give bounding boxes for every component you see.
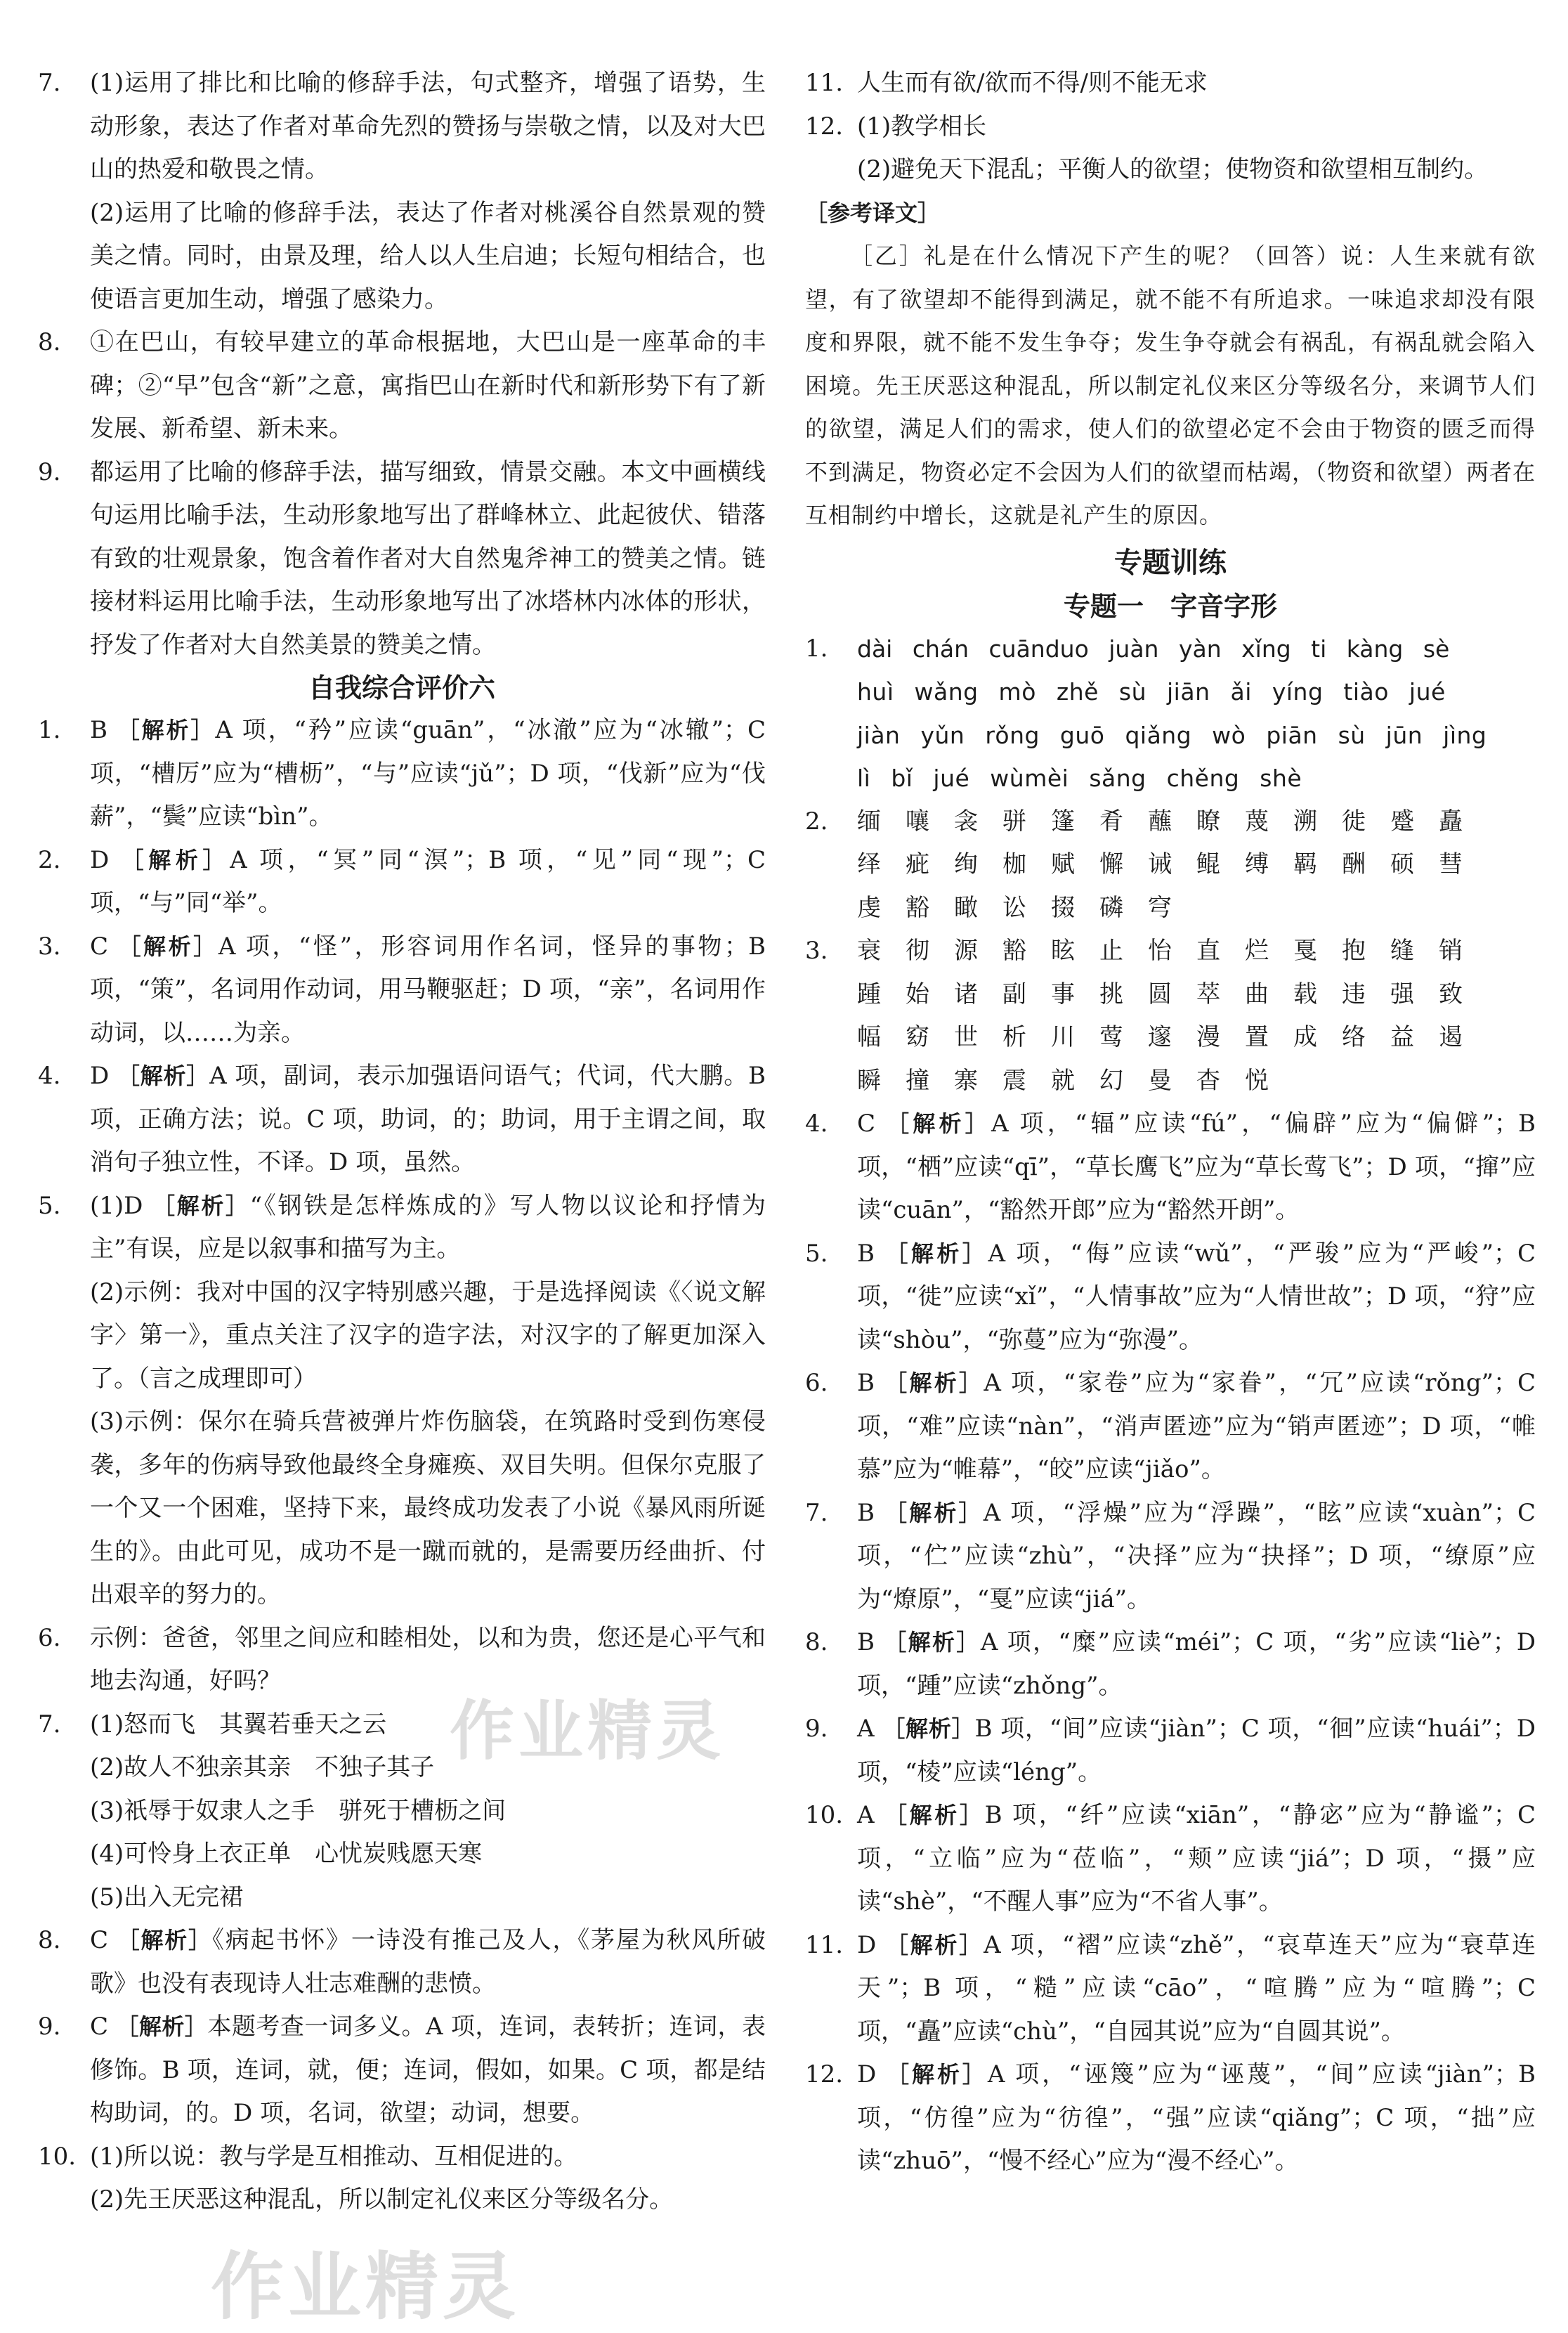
item-number: 2. — [805, 807, 828, 836]
character-cell: 篷 — [1051, 807, 1075, 836]
character-cell: 杳 — [1196, 1066, 1220, 1095]
character-cell: 枷 — [1002, 850, 1026, 878]
item-number: 7. — [38, 69, 61, 97]
character-row — [805, 973, 1536, 1017]
answer-choice: C — [857, 1110, 887, 1138]
analysis-tag: ［解析］ — [884, 1499, 984, 1526]
answer-body: B 项，“间”应读“jiàn”；C 项，“徊”应读“huái”；D 项，“棱”应读“léng”。 — [857, 1715, 1536, 1786]
character-cell: 缚 — [1245, 850, 1269, 878]
character-row — [805, 1060, 1536, 1103]
translation-text: ［乙］礼是在什么情况下产生的呢？（回答）说：人生来就有欲望，有了欲望却不能得到满足，就不能不有所追求。一味追求却没有限度和界限，就不能不发生争夺；发生争夺就会有祸乱，有祸乱就会陷入困境。先王厌恶这种混乱，所以制定礼仪来区分等级名分，来调节人们的欲望，满足人们的需求，使人们的欲望必定不会由于物资的匮乏而得不到满足，物资必定不会因为人们的欲望而枯竭，（物资和欲望）两者在互相制约中增长，这就是礼产生的原因。 — [805, 242, 1536, 528]
answer-body: 本题考查一词多义。A 项，连词，表转折；连词，表修饰。B 项，连词，就，便；连词，假如，如果。C 项，都是结构助词，的。D 项，名词，欲望；动词，想要。 — [90, 2013, 766, 2127]
answer-choice: (1)D — [90, 1191, 152, 1220]
answer-text — [90, 709, 766, 839]
answer-text — [90, 925, 766, 1055]
answer-line — [38, 1055, 766, 1185]
character-cell: 络 — [1342, 1023, 1366, 1051]
character-cell: 抱 — [1342, 937, 1366, 965]
character-cell: 邃 — [1148, 1023, 1172, 1051]
answer-item — [38, 1919, 766, 2006]
answer-text — [857, 2053, 1536, 2183]
character-cell: 穹 — [1148, 893, 1172, 922]
answer-body: (1)运用了排比和比喻的修辞手法，句式整齐，增强了语势，生动形象，表达了作者对革命先烈的赞扬与崇敬之情，以及对大巴山的热爱和敬畏之情。 — [90, 69, 766, 183]
character-row — [805, 930, 1536, 973]
answer-text — [857, 1362, 1536, 1492]
analysis-tag: ［解析］ — [882, 1715, 975, 1742]
character-cell: 怡 — [1148, 937, 1172, 965]
answer-body: A 项，副词，表示加强语问语气；代词，代大鹏。B 项，正确方法；说。C 项，助词，的；助词，用于主谓之间，取消句子独立性，不译。D 项，虽然。 — [90, 1062, 766, 1176]
character-cells — [857, 973, 1487, 1017]
item-number: 6. — [805, 1369, 828, 1397]
answer-line — [38, 925, 766, 1055]
character-cell: 衾 — [954, 807, 978, 836]
answer-line — [805, 1362, 1536, 1492]
answer-item — [38, 925, 766, 1055]
answer-item — [38, 321, 766, 451]
answer-text — [90, 451, 766, 668]
pinyin-row: lì bǐ jué wùmèi sǎng chěng shè — [857, 765, 1302, 792]
answer-line — [805, 1233, 1536, 1363]
item-number: 11. — [805, 1930, 844, 1959]
answer-body: 示例：爸爸，邻里之间应和睦相处，以和为贵，您还是心平气和地去沟通，好吗？ — [90, 1623, 766, 1695]
character-cell: 副 — [1002, 980, 1026, 1008]
answer-item — [805, 1621, 1536, 1708]
character-cell: 违 — [1342, 980, 1366, 1008]
answer-body: A 项，“辐”应读“fú”，“偏辟”应为“偏僻”；B 项，“栖”应读“qī”，“草长鹰飞”应为“草长莺飞”；D 项，“撺”应读“cuān”，“豁然开郎”应为“豁然开朗”。 — [857, 1110, 1536, 1224]
answer-line — [805, 1924, 1536, 2054]
character-cell: 致 — [1439, 980, 1463, 1008]
answer-body: A 项，“糜”应读“méi”；C 项，“劣”应读“liè”；D 项，“踵”应读“zhǒng”。 — [857, 1628, 1536, 1700]
analysis-tag: ［解析］ — [884, 1370, 984, 1396]
character-cell: 讼 — [1002, 893, 1026, 922]
character-cell: 幅 — [857, 1023, 881, 1051]
character-cell: 矗 — [1439, 807, 1463, 836]
analysis-tag: ［解析］ — [116, 2013, 208, 2040]
character-cell: 烂 — [1245, 937, 1269, 965]
character-cell: 就 — [1051, 1066, 1075, 1095]
answer-item — [805, 105, 1536, 192]
analysis-tag: ［解析］ — [121, 846, 230, 873]
character-cell: 始 — [906, 980, 929, 1008]
answer-item — [38, 451, 766, 668]
answer-choice: D — [857, 2060, 887, 2088]
character-cell: 萃 — [1196, 980, 1220, 1008]
answer-line — [38, 62, 766, 192]
right-column — [805, 62, 1536, 2183]
answer-text — [857, 62, 1536, 105]
item-number: 3. — [38, 932, 61, 961]
answer-text — [90, 1919, 766, 2006]
answer-choice: D — [857, 1930, 886, 1959]
character-row — [805, 1016, 1536, 1060]
answer-body: A 项，“矜”应读“guān”，“冰澈”应为“冰辙”；C 项，“槽厉”应为“槽枥”，“与”应读“jǔ”；D 项，“伐新”应为“伐薪”，“鬓”应读“bìn”。 — [90, 716, 766, 831]
answer-text — [90, 1617, 766, 1703]
analysis-tag: ［解析］ — [885, 1240, 988, 1267]
answer-body: B 项，“纤”应读“xiān”，“静宓”应为“静谧”；C 项，“立临”应为“莅临”，“颊”应读“jiá”；D 项，“摄”应读“shè”，“不醒人事”应为“不省人事”。 — [857, 1801, 1536, 1916]
item-number: 10. — [805, 1801, 844, 1829]
answer-item — [805, 62, 1536, 105]
answer-body: (1)所以说：教与学是互相推动、互相促进的。 — [90, 2142, 578, 2171]
answer-line — [38, 451, 766, 668]
character-cell: 诫 — [1148, 850, 1172, 878]
item-number: 8. — [38, 328, 61, 356]
character-cell: 圆 — [1148, 980, 1172, 1008]
character-cell: 眩 — [1051, 937, 1075, 965]
character-cell: 衰 — [857, 937, 881, 965]
pinyin-row — [805, 628, 1536, 671]
character-cell: 徙 — [1342, 807, 1366, 836]
answer-body: ①在巴山，有较早建立的革命根据地，大巴山是一座革命的丰碑；②“早”包含“新”之意，寓指巴山在新时代和新形势下有了新发展、新希望、新未来。 — [90, 328, 766, 443]
character-cell: 磷 — [1099, 893, 1123, 922]
character-cell: 析 — [1002, 1023, 1026, 1051]
character-cell: 置 — [1245, 1023, 1269, 1051]
answer-text — [90, 839, 766, 925]
character-cell: 销 — [1439, 937, 1463, 965]
answer-item — [38, 2006, 766, 2136]
answer-body: “《钢铁是怎样炼成的》写人物以议论和抒情为主”有误，应是以叙事和描写为主。 — [90, 1191, 766, 1263]
character-cell: 硕 — [1390, 850, 1414, 878]
answer-subpara: (4)可怜身上衣正单 心忧炭贱愿天寒 — [90, 1840, 483, 1868]
answer-body: (1)怒而飞 其翼若垂天之云 — [90, 1710, 387, 1739]
character-cell: 缅 — [857, 807, 881, 836]
character-cell: 虔 — [857, 893, 881, 922]
answer-item — [38, 62, 766, 321]
answer-item — [805, 1794, 1536, 1924]
answer-choice: B — [90, 716, 117, 744]
answer-line — [805, 62, 1536, 105]
character-cell: 事 — [1051, 980, 1075, 1008]
character-cell: 曼 — [1148, 1066, 1172, 1095]
character-row — [805, 843, 1536, 887]
answer-line — [38, 1703, 766, 1747]
answer-choice: A — [857, 1715, 883, 1743]
answer-body: A 项，“怪”，形容词用作名词，怪异的事物；B 项，“策”，名词用作动词，用马鞭驱赶；D 项，“亲”，名词用作动词，以……为亲。 — [90, 932, 766, 1047]
character-cell: 豁 — [906, 893, 929, 922]
answer-line — [805, 1621, 1536, 1708]
answer-body: A 项，“浮燥”应为“浮躁”，“眩”应读“xuàn”；C 项，“伫”应读“zhù”，“决择”应为“抉择”；D 项，“缭原”应为“燎原”，“戛”应读“jiá”。 — [857, 1498, 1536, 1613]
item-number: 8. — [805, 1628, 828, 1656]
item-number: 9. — [805, 1715, 828, 1743]
answer-choice: A — [857, 1801, 885, 1829]
answer-line — [38, 1919, 766, 2006]
answer-subpara: (3)示例：保尔在骑兵营被弹片炸伤脑袋，在筑路时受到伤寒侵袭，多年的伤病导致他最终全身瘫痪、双目失明。但保尔克服了一个又一个困难，坚持下来，最终成功发表了小说《暴风雨所诞生的》。由此可见，成功不是一蹴而就的，是需要历经曲折、付出艰辛的努力的。 — [90, 1408, 766, 1609]
answer-item — [805, 2053, 1536, 2183]
character-cell: 豁 — [1002, 937, 1026, 965]
character-cell: 悦 — [1245, 1066, 1269, 1095]
answer-body: A 项，“家卷”应为“家眷”，“冗”应读“rǒng”；C 项，“难”应读“nàn”，“消声匿迹”应为“销声匿迹”；D 项，“帷慕”应为“帷幕”，“皎”应读“jiǎo”。 — [857, 1369, 1536, 1483]
answer-line — [805, 1103, 1536, 1233]
pinyin-row: jiàn yǔn rǒng guō qiǎng wò piān sù jūn jìng — [857, 721, 1487, 749]
answer-choice: B — [857, 1628, 884, 1656]
answer-body: 都运用了比喻的修辞手法，描写细致，情景交融。本文中画横线句运用比喻手法，生动形象地写出了群峰林立、此起彼伏、错落有致的壮观景象，饱含着作者对大自然鬼斧神工的赞美之情。链接材料运用比喻手法，生动形象地写出了冰塔林内冰体的形状，抒发了作者对大自然美景的赞美之情。 — [90, 457, 766, 659]
item-number: 7. — [38, 1710, 61, 1739]
character-cell: 川 — [1051, 1023, 1075, 1051]
answer-subpara: (2)运用了比喻的修辞手法，表达了作者对桃溪谷自然景观的赞美之情。同时，由景及理，给人以人生启迪；长短句相结合，也使语言更加生动，增强了感染力。 — [90, 198, 766, 313]
character-cell: 羁 — [1293, 850, 1317, 878]
answer-text — [857, 1233, 1536, 1363]
pinyin-row: huì wǎng mò zhě sù jiān ǎi yíng tiào jué — [857, 678, 1446, 706]
answer-text — [857, 1924, 1536, 2054]
analysis-tag: ［解析］ — [887, 1110, 991, 1137]
item-number: 4. — [38, 1062, 61, 1090]
answer-subpara: (5)出入无完裙 — [90, 1883, 244, 1911]
answer-body: A 项，“诬篾”应为“诬蔑”，“间”应读“jiàn”；B 项，“仿徨”应为“彷徨”，“强”应读“qiǎng”；C 项，“拙”应读“zhuō”，“慢不经心”应为“漫不经心”。 — [857, 2060, 1536, 2175]
section-title: 自我综合评价六 — [308, 672, 495, 703]
answer-text — [857, 1492, 1536, 1622]
answer-text — [857, 1103, 1536, 1233]
answer-subpara: (2)示例：我对中国的汉字特别感兴趣，于是选择阅读《〈说文解字〉第一》，重点关注了汉字的造字法，对汉字的了解更加深入了。（言之成理即可） — [90, 1278, 766, 1393]
character-cell: 嚷 — [906, 807, 929, 836]
answer-text — [857, 1794, 1536, 1924]
character-cell: 窈 — [906, 1023, 929, 1051]
answer-line — [38, 1185, 766, 1271]
watermark: 作业精灵 — [211, 2244, 521, 2329]
character-cell: 幻 — [1099, 1066, 1123, 1095]
character-cell: 曲 — [1245, 980, 1269, 1008]
character-cell: 蘸 — [1148, 807, 1172, 836]
answer-line — [805, 1708, 1536, 1794]
character-cell: 止 — [1099, 937, 1123, 965]
answer-item — [38, 839, 766, 925]
answer-line — [805, 1794, 1536, 1924]
analysis-tag: ［解析］ — [152, 1192, 250, 1219]
item-number: 3. — [805, 937, 828, 965]
character-cell: 震 — [1002, 1066, 1026, 1095]
character-cell: 源 — [954, 937, 978, 965]
pinyin-text: dài chán cuānduo juàn yàn xǐng ti kàng sè — [857, 635, 1450, 663]
item-number: 9. — [38, 2013, 61, 2041]
character-cell: 寨 — [954, 1066, 978, 1095]
answer-subpara: (2)避免天下混乱；平衡人的欲望；使物资和欲望相互制约。 — [857, 155, 1489, 183]
character-cell: 赋 — [1051, 850, 1075, 878]
character-cell: 挑 — [1099, 980, 1123, 1008]
answer-item — [38, 2136, 766, 2222]
answer-line — [805, 105, 1536, 149]
character-cell: 绎 — [857, 850, 881, 878]
character-row — [805, 887, 1536, 930]
character-row — [805, 800, 1536, 844]
character-cell: 蔑 — [1245, 807, 1269, 836]
answer-text — [90, 62, 766, 192]
analysis-tag: ［解析］ — [117, 717, 216, 743]
answer-item — [38, 1185, 766, 1617]
item-number: 1. — [805, 634, 828, 663]
answer-text — [90, 1055, 766, 1185]
answer-body: (1)教学相长 — [857, 112, 987, 141]
item-number: 10. — [38, 2142, 77, 2171]
character-cell: 瞭 — [1196, 807, 1220, 836]
answer-item — [805, 1233, 1536, 1363]
character-cell: 疵 — [906, 850, 929, 878]
item-number: 8. — [38, 1926, 61, 1954]
answer-subpara: (2)先王厌恶这种混乱，所以制定礼仪来区分等级名分。 — [90, 2185, 674, 2214]
character-grid — [805, 930, 1536, 1103]
answer-line — [38, 2136, 766, 2179]
analysis-tag: ［解析］ — [884, 1629, 981, 1656]
character-grid — [805, 800, 1536, 930]
analysis-tag: ［解析］ — [887, 2061, 988, 2088]
answer-subpara: (2)故人不独亲其亲 不独子其子 — [90, 1753, 435, 1781]
answer-choice: B — [857, 1239, 886, 1268]
character-cells — [857, 887, 1196, 930]
answer-item — [38, 1703, 766, 1920]
character-cell: 瞬 — [857, 1066, 881, 1095]
item-number: 1. — [38, 716, 61, 744]
answer-choice: D — [90, 1062, 117, 1090]
section-title: 专题训练 — [1114, 546, 1227, 579]
watermark: 作业精灵 — [450, 1694, 726, 1769]
answer-text — [857, 1708, 1536, 1794]
answer-line — [38, 839, 766, 925]
character-cells — [857, 843, 1487, 887]
character-cell: 成 — [1293, 1023, 1317, 1051]
left-column — [38, 62, 766, 2222]
item-number: 7. — [805, 1498, 828, 1527]
item-number: 5. — [805, 1239, 828, 1268]
subsection-title: 专题一 字音字形 — [1063, 590, 1277, 622]
answer-line — [38, 321, 766, 451]
answer-choice: C — [90, 1926, 117, 1954]
character-cell: 绚 — [954, 850, 978, 878]
answer-choice: C — [90, 932, 119, 961]
character-cell: 戛 — [1293, 937, 1317, 965]
analysis-tag: ［解析］ — [884, 1802, 985, 1828]
answer-text — [90, 2136, 766, 2179]
character-cell: 懈 — [1099, 850, 1123, 878]
character-cell: 载 — [1293, 980, 1317, 1008]
answer-text — [90, 321, 766, 451]
character-cell: 踵 — [857, 980, 881, 1008]
translation-label: ［参考译文］ — [805, 199, 941, 226]
answer-body: 人生而有欲/欲而不得/则不能无求 — [857, 69, 1208, 97]
character-cell: 骈 — [1002, 807, 1026, 836]
character-cell: 莺 — [1099, 1023, 1123, 1051]
item-number: 2. — [38, 845, 61, 874]
item-number: 9. — [38, 457, 61, 486]
analysis-tag: ［解析］ — [885, 1931, 984, 1958]
answer-body: A 项，“褶”应读“zhě”，“哀草连天”应为“衰草连天”；B 项，“糙”应读“cāo”，“喧腾”应为“喧腾”；C 项，“矗”应读“chù”，“自园其说”应为“自圆其说”。 — [857, 1930, 1536, 2046]
answer-item — [805, 1708, 1536, 1794]
character-cell: 彻 — [906, 937, 929, 965]
character-cell: 强 — [1390, 980, 1414, 1008]
item-number: 6. — [38, 1623, 61, 1652]
character-cell: 彗 — [1439, 850, 1463, 878]
analysis-tag: ［解析］ — [118, 932, 218, 960]
character-cells — [857, 930, 1487, 973]
answer-text — [857, 105, 1536, 149]
character-cell: 蹙 — [1390, 807, 1414, 836]
character-cell: 酬 — [1342, 850, 1366, 878]
answer-item — [38, 1055, 766, 1185]
answer-choice: C — [90, 2013, 117, 2041]
answer-choice: B — [857, 1498, 884, 1527]
answer-item — [38, 709, 766, 839]
character-cells — [857, 1016, 1487, 1060]
answer-text — [90, 1703, 766, 1747]
answer-item — [805, 1103, 1536, 1233]
character-cell: 诸 — [954, 980, 978, 1008]
character-cell: 世 — [954, 1023, 978, 1051]
character-cell: 漫 — [1196, 1023, 1220, 1051]
answer-subpara: (3)祇辱于奴隶人之手 骈死于槽枥之间 — [90, 1796, 507, 1825]
character-cell: 瞰 — [954, 893, 978, 922]
answer-item — [805, 1924, 1536, 2054]
answer-line — [805, 1492, 1536, 1622]
answer-choice: B — [857, 1369, 885, 1397]
character-cells — [857, 1060, 1293, 1103]
character-cell: 溯 — [1293, 807, 1317, 836]
character-cell: 撞 — [906, 1066, 929, 1095]
character-cells — [857, 800, 1487, 844]
item-number: 12. — [805, 112, 844, 141]
answer-text — [857, 1621, 1536, 1708]
answer-choice: D — [90, 845, 122, 874]
answer-item — [38, 1617, 766, 1703]
character-cell: 缝 — [1390, 937, 1414, 965]
analysis-tag: ［解析］ — [117, 1062, 210, 1089]
answer-item — [805, 1492, 1536, 1622]
character-cell: 肴 — [1099, 807, 1123, 836]
item-number: 5. — [38, 1191, 61, 1220]
answer-line — [38, 2006, 766, 2136]
item-number: 12. — [805, 2060, 844, 2088]
answer-body: A 项，“冥”同“溟”；B 项，“见”同“现”；C 项，“与”同“举”。 — [90, 845, 766, 917]
answer-line — [38, 709, 766, 839]
character-cell: 益 — [1390, 1023, 1414, 1051]
character-cell: 直 — [1196, 937, 1220, 965]
analysis-tag: ［解析］ — [117, 1927, 212, 1954]
item-number: 4. — [805, 1110, 828, 1138]
answer-body: A 项，“侮”应读“wǔ”，“严骏”应为“严峻”；C 项，“徙”应读“xǐ”，“人情事故”应为“人情世故”；D 项，“狩”应读“shòu”，“弥蔓”应为“弥漫”。 — [857, 1239, 1536, 1354]
character-cell: 遏 — [1439, 1023, 1463, 1051]
answer-text — [90, 2006, 766, 2136]
answer-line — [805, 2053, 1536, 2183]
character-cell: 掇 — [1051, 893, 1075, 922]
item-number: 11. — [805, 69, 844, 97]
answer-body: 《病起书怀》一诗没有推己及人，《茅屋为秋风所破歌》也没有表现诗人壮志难酬的悲愤。 — [90, 1926, 766, 1998]
pinyin-question — [805, 628, 1536, 800]
character-cell: 鲲 — [1196, 850, 1220, 878]
answer-text — [90, 1185, 766, 1271]
answer-item — [805, 1362, 1536, 1492]
answer-line — [38, 1617, 766, 1703]
